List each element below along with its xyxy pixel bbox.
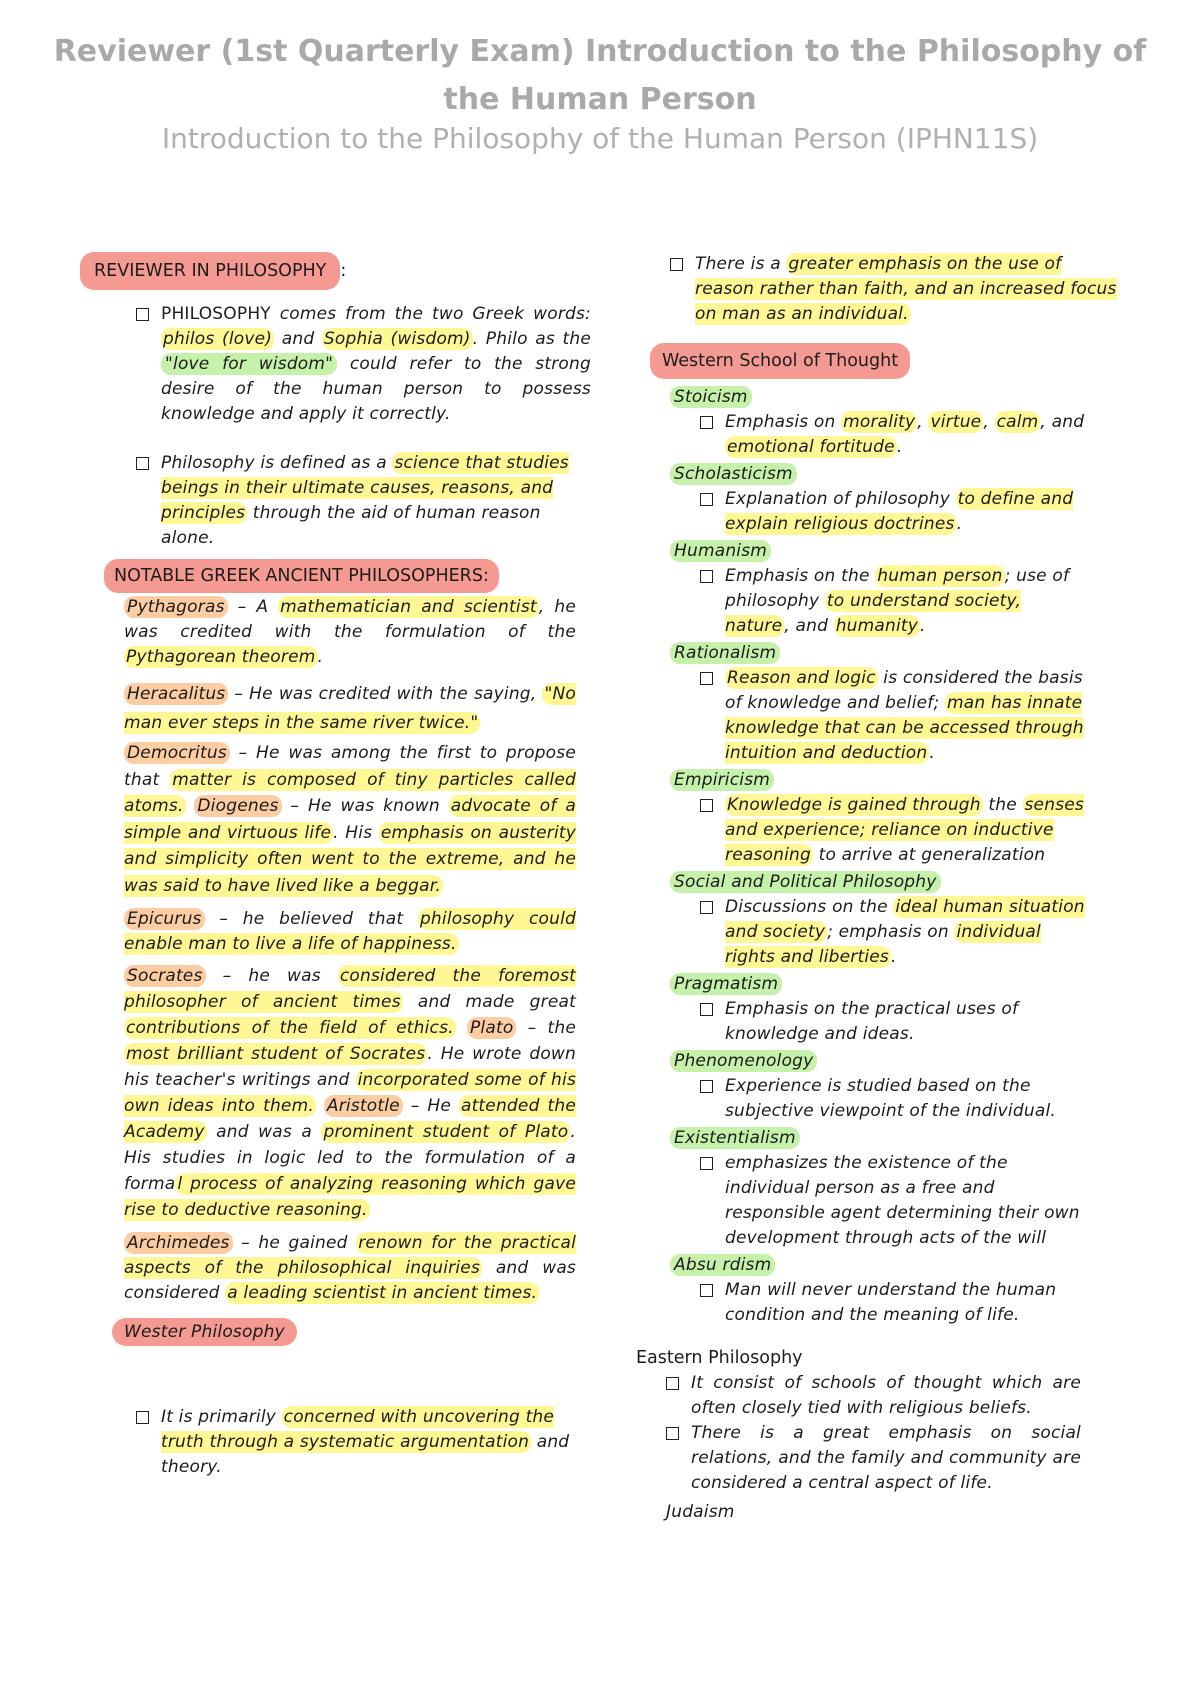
school-name bbox=[670, 385, 1150, 410]
school-entry bbox=[670, 385, 1150, 460]
text: . bbox=[920, 616, 926, 636]
eastern-item bbox=[666, 1421, 1150, 1496]
reviewer-heading-colon: : bbox=[340, 261, 347, 281]
school-name bbox=[670, 768, 1150, 793]
school-entry bbox=[670, 641, 1150, 766]
school-description-text bbox=[725, 1278, 1085, 1328]
school-description bbox=[700, 1074, 1150, 1124]
highlight: to define and explain religious doctrines bbox=[725, 489, 1074, 534]
school-description-text bbox=[725, 793, 1085, 868]
text: , he was credited with the formulation of the bbox=[124, 597, 576, 642]
highlight: most brilliant student of Socrates bbox=[126, 1044, 426, 1064]
school-description-text bbox=[725, 1074, 1085, 1124]
text: , bbox=[983, 412, 995, 432]
text: and made great bbox=[402, 992, 576, 1012]
philosophy-word: PHILOSOPHY bbox=[161, 304, 271, 324]
eastern-item-text: There is a great emphasis on social relations, and the family and community are considered a central aspect of life. bbox=[691, 1423, 1081, 1493]
socrates-entry bbox=[124, 963, 576, 1223]
eastern-item-text: It consist of schools of thought which are often closely tied with religious beliefs. bbox=[691, 1373, 1081, 1418]
text: – He was known bbox=[281, 796, 449, 816]
text: Philosophy is defined as a bbox=[161, 453, 393, 473]
highlight: philosophy could enable man to live a life of happiness. bbox=[124, 909, 576, 954]
schools-list bbox=[670, 385, 1150, 1328]
school-description-text bbox=[725, 895, 1085, 970]
archimedes-entry bbox=[124, 1231, 576, 1306]
text: and was a bbox=[206, 1122, 322, 1142]
school-name-text: Rationalism bbox=[670, 642, 780, 664]
philosophy-defined-text bbox=[161, 451, 591, 551]
highlight: ideal human situation and society bbox=[725, 897, 1085, 942]
checkbox-icon bbox=[136, 1411, 149, 1424]
text: – the bbox=[516, 1018, 576, 1038]
school-description bbox=[700, 793, 1150, 868]
school-name bbox=[670, 539, 1150, 564]
highlight: greater emphasis on the use of reason rather than faith, and an increased focus on man as an individual. bbox=[695, 254, 1117, 324]
text: Emphasis on the bbox=[725, 566, 876, 586]
school-entry bbox=[670, 768, 1150, 868]
school-description bbox=[700, 895, 1150, 970]
highlight: emotional fortitude bbox=[727, 437, 895, 457]
text: the bbox=[982, 795, 1023, 815]
checkbox-icon bbox=[700, 901, 713, 914]
text: . Philo as the bbox=[472, 329, 591, 349]
philosopher-name: Archimedes bbox=[124, 1232, 233, 1254]
wester-heading-row bbox=[112, 1320, 600, 1345]
checkbox-icon bbox=[700, 672, 713, 685]
school-description-text bbox=[725, 997, 1085, 1047]
text: is considered the basis of knowledge and belief; bbox=[725, 668, 1083, 713]
eastern-list bbox=[666, 1371, 1150, 1496]
greek-philosophers-text bbox=[124, 595, 576, 1306]
text: and bbox=[274, 329, 322, 349]
eastern-item bbox=[666, 1371, 1150, 1421]
highlight: Reason and logic bbox=[727, 668, 876, 688]
school-name bbox=[670, 641, 1150, 666]
checkbox-icon bbox=[136, 457, 149, 470]
school-name bbox=[670, 1049, 1150, 1074]
philos-highlight: philos (love) bbox=[163, 329, 273, 349]
wester-bullet-text bbox=[161, 1405, 581, 1480]
text: – he believed that bbox=[204, 909, 418, 929]
text: – he gained bbox=[232, 1233, 357, 1253]
school-name bbox=[670, 1126, 1150, 1151]
school-name bbox=[670, 1253, 1150, 1278]
philosopher-name: Heracalitus bbox=[124, 683, 228, 705]
checkbox-icon bbox=[700, 1080, 713, 1093]
document-title: Reviewer (1st Quarterly Exam) Introduction to the Philosophy of the Human Person bbox=[53, 34, 1147, 117]
sophia-highlight: Sophia (wisdom) bbox=[323, 329, 471, 349]
school-name bbox=[670, 972, 1150, 997]
reason-bullet bbox=[670, 252, 1150, 327]
school-entry bbox=[670, 972, 1150, 1047]
school-name-text: Existentialism bbox=[670, 1127, 800, 1149]
highlight: renown for the practical aspects of the philosophical inquiries bbox=[124, 1233, 577, 1278]
highlight: a leading scientist in ancient times. bbox=[227, 1283, 538, 1303]
school-name-text: Stoicism bbox=[670, 386, 752, 408]
wester-philosophy-heading: Wester Philosophy bbox=[112, 1318, 297, 1346]
pythagoras-entry bbox=[124, 595, 576, 670]
school-description bbox=[700, 1151, 1150, 1251]
school-description bbox=[700, 997, 1150, 1047]
western-school-heading: Western School of Thought bbox=[650, 343, 910, 379]
text: Emphasis on the practical uses of knowledge and ideas. bbox=[725, 999, 1019, 1044]
heraclitus-entry bbox=[124, 680, 576, 738]
reviewer-heading-row bbox=[80, 252, 600, 290]
text: , and bbox=[784, 616, 834, 636]
highlight: attended the Academy bbox=[124, 1096, 577, 1142]
text: – He was among the first to propose that bbox=[124, 743, 576, 790]
school-description bbox=[700, 410, 1150, 460]
text: could refer to the strong desire of the human person to possess knowledge and apply it correctly. bbox=[161, 354, 591, 424]
highlight: l process of analyzing reasoning which gave rise to deductive reasoning. bbox=[124, 1174, 576, 1220]
philosopher-name: Socrates bbox=[124, 965, 206, 987]
highlight: humanity bbox=[835, 616, 919, 636]
wester-bullet bbox=[136, 1405, 600, 1480]
text: to arrive at generalization bbox=[813, 845, 1046, 865]
epicurus-entry bbox=[124, 907, 576, 957]
text: . His studies in logic led to the formulation of a forma bbox=[124, 1122, 576, 1194]
text: – He was credited with the saying, bbox=[228, 684, 543, 704]
highlight: contributions of the field of ethics. bbox=[126, 1018, 454, 1038]
text: ; emphasis on bbox=[827, 922, 955, 942]
school-description-text bbox=[725, 666, 1085, 766]
school-description bbox=[700, 487, 1150, 537]
text: – he was bbox=[205, 966, 338, 986]
school-description bbox=[700, 564, 1150, 639]
text: Discussions on the bbox=[725, 897, 894, 917]
school-entry bbox=[670, 539, 1150, 639]
highlight: virtue bbox=[930, 412, 982, 432]
school-name-text: Phenomenology bbox=[670, 1050, 817, 1072]
highlight: calm bbox=[996, 412, 1039, 432]
text: . bbox=[317, 647, 324, 667]
love-for-wisdom-highlight: "love for wisdom" bbox=[161, 353, 337, 375]
philosopher-name: Pythagoras bbox=[124, 596, 228, 618]
highlight: advocate of a simple and virtuous life bbox=[124, 796, 576, 843]
checkbox-icon bbox=[700, 416, 713, 429]
philosopher-name: Diogenes bbox=[194, 795, 281, 817]
school-description-text bbox=[725, 1151, 1085, 1251]
checkbox-icon bbox=[700, 799, 713, 812]
text: . His bbox=[333, 822, 379, 843]
checkbox-icon bbox=[700, 1003, 713, 1016]
philosopher-name: Aristotle bbox=[324, 1095, 403, 1117]
highlight: individual rights and liberties bbox=[725, 922, 1041, 967]
school-entry bbox=[670, 1253, 1150, 1328]
western-school-heading-row bbox=[650, 343, 1150, 379]
highlight: considered the foremost philosopher of ancient times bbox=[124, 966, 576, 1012]
text: . bbox=[956, 514, 963, 534]
school-entry bbox=[670, 462, 1150, 537]
eastern-heading: Eastern Philosophy bbox=[636, 1348, 803, 1368]
greek-philosophers-heading: NOTABLE GREEK ANCIENT PHILOSOPHERS: bbox=[104, 559, 499, 593]
text: . bbox=[896, 437, 903, 457]
highlight: matter is composed of tiny particles called atoms. bbox=[124, 769, 576, 816]
school-name-text: Pragmatism bbox=[670, 973, 782, 995]
democritus-entry bbox=[124, 740, 576, 899]
reason-bullet-text bbox=[695, 252, 1125, 327]
highlight: concerned with uncovering the truth through a systematic argumentation bbox=[161, 1407, 555, 1452]
text: – He bbox=[402, 1096, 459, 1116]
school-name-text: Empiricism bbox=[670, 769, 774, 791]
text: . bbox=[890, 947, 897, 967]
science-highlight: science that studies beings in their ultimate causes, reasons, and principles bbox=[161, 453, 569, 523]
school-name bbox=[670, 870, 1150, 895]
text: Emphasis on bbox=[725, 412, 842, 432]
highlight: human person bbox=[877, 566, 1003, 586]
highlight: incorporated some of his own ideas into them. bbox=[124, 1070, 576, 1116]
school-description bbox=[700, 1278, 1150, 1328]
school-description-text bbox=[725, 487, 1085, 537]
left-column bbox=[94, 252, 600, 1480]
text: , and bbox=[1040, 412, 1085, 432]
school-entry bbox=[670, 1049, 1150, 1124]
school-name-text: Humanism bbox=[670, 540, 771, 562]
text: and theory. bbox=[161, 1432, 570, 1477]
philosophy-defined-bullet bbox=[136, 451, 600, 551]
text: ; use of philosophy bbox=[725, 566, 1070, 611]
checkbox-icon bbox=[700, 1157, 713, 1170]
school-entry bbox=[670, 870, 1150, 970]
checkbox-icon bbox=[670, 258, 683, 271]
philosopher-name: Democritus bbox=[124, 742, 230, 764]
text: – A bbox=[227, 597, 279, 617]
highlight: to understand society, nature bbox=[725, 591, 1022, 636]
school-name bbox=[670, 462, 1150, 487]
judaism-label: Judaism bbox=[666, 1502, 735, 1522]
highlight: prominent student of Plato bbox=[323, 1122, 569, 1142]
philosophy-definition bbox=[161, 302, 591, 427]
school-description bbox=[700, 666, 1150, 766]
highlight: senses and experience; reliance on inductive reasoning bbox=[725, 795, 1084, 865]
checkbox-icon bbox=[700, 493, 713, 506]
text: and was considered bbox=[124, 1258, 576, 1303]
philosopher-name: Plato bbox=[467, 1017, 516, 1039]
checkbox-icon bbox=[136, 308, 149, 321]
school-name-text: Absu rdism bbox=[670, 1254, 775, 1276]
text: . He wrote down his teacher's writings and bbox=[124, 1044, 576, 1090]
reviewer-heading: REVIEWER IN PHILOSOPHY bbox=[80, 252, 340, 290]
school-entry bbox=[670, 1126, 1150, 1251]
text: through the aid of human reason alone. bbox=[161, 503, 541, 548]
text: emphasizes the existence of the individual person as a free and responsible agent determining their own development through acts of the will bbox=[725, 1153, 1080, 1248]
highlight: Pythagorean theorem bbox=[126, 647, 316, 667]
text: Explanation of philosophy bbox=[725, 489, 956, 509]
school-description-text bbox=[725, 410, 1085, 460]
text: . bbox=[929, 743, 935, 763]
highlight: Knowledge is gained through bbox=[727, 795, 981, 815]
text: comes from the two Greek words: bbox=[270, 304, 591, 324]
philosophy-bullet bbox=[136, 302, 600, 427]
highlight: morality bbox=[843, 412, 916, 432]
highlight: "No man ever steps in the same river twice." bbox=[124, 684, 576, 733]
checkbox-icon bbox=[700, 570, 713, 583]
school-description-text bbox=[725, 564, 1085, 639]
document-subtitle: Introduction to the Philosophy of the Human Person (IPHN11S) bbox=[161, 122, 1039, 155]
school-name-text: Social and Political Philosophy bbox=[670, 871, 941, 893]
right-column bbox=[636, 252, 1150, 1525]
text: Experience is studied based on the subjective viewpoint of the individual. bbox=[725, 1076, 1056, 1121]
checkbox-icon bbox=[700, 1284, 713, 1297]
text: There is a bbox=[695, 254, 787, 274]
school-name-text: Scholasticism bbox=[670, 463, 797, 485]
checkbox-icon bbox=[666, 1427, 679, 1440]
checkbox-icon bbox=[666, 1377, 679, 1390]
text: It is primarily bbox=[161, 1407, 282, 1427]
highlight: emphasis on austerity and simplicity often went to the extreme, and he was said to have lived like a beggar. bbox=[124, 822, 577, 896]
text: Man will never understand the human condition and the meaning of life. bbox=[725, 1280, 1057, 1325]
text: , bbox=[917, 412, 929, 432]
highlight: mathematician and scientist bbox=[280, 597, 537, 617]
highlight: man has innate knowledge that can be accessed through intuition and deduction bbox=[725, 693, 1084, 763]
philosopher-name: Epicurus bbox=[124, 908, 205, 930]
greek-heading-row bbox=[104, 559, 600, 593]
